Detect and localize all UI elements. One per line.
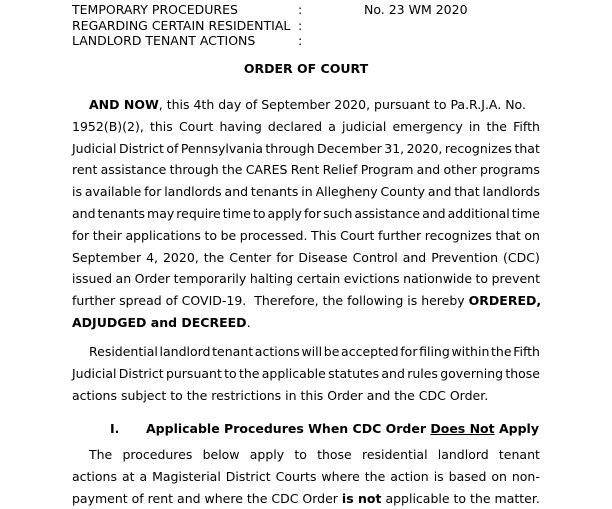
word: require xyxy=(176,205,221,221)
is-not-emphasis: is not xyxy=(341,490,382,506)
word: pursuant xyxy=(165,365,222,381)
paragraph-line xyxy=(72,312,540,334)
word: and xyxy=(422,205,446,221)
paragraph-text: , this 4th day of September 2020, pursuant to Pa.R.J.A. No. xyxy=(158,97,526,112)
word: District xyxy=(118,140,164,156)
word: The xyxy=(89,447,113,462)
word: residential xyxy=(361,447,428,462)
word: Allegheny xyxy=(315,184,378,200)
word: applications xyxy=(125,227,201,243)
word: for xyxy=(303,205,322,221)
word: the xyxy=(491,344,512,359)
word: and xyxy=(224,184,249,200)
paragraph-text: . xyxy=(246,314,251,330)
paragraph-line xyxy=(72,247,540,269)
word: programs xyxy=(479,162,540,178)
word: having xyxy=(219,118,262,134)
word: This xyxy=(311,227,337,243)
word: judicial xyxy=(342,118,387,134)
word: December xyxy=(316,140,382,156)
word: action xyxy=(390,468,429,484)
caption-colon: : xyxy=(298,17,303,33)
word: statutes xyxy=(328,365,380,381)
word: declared xyxy=(267,118,323,134)
paragraph-line xyxy=(72,181,540,203)
word: rent xyxy=(72,162,98,178)
word: additional xyxy=(447,205,510,221)
word: further xyxy=(378,227,422,243)
word: for xyxy=(400,344,418,359)
word: the xyxy=(364,468,386,484)
word: Court xyxy=(178,118,214,134)
word: halting xyxy=(249,271,294,287)
paragraph-text: further spread of COVID-19. Therefore, the following is hereby xyxy=(72,293,469,309)
paragraph-text: actions subject to the restrictions in this Order and the CDC Order. xyxy=(72,387,489,403)
docket-number: No. 23 WM 2020 xyxy=(364,2,468,17)
word: tenant xyxy=(212,344,254,359)
paragraph-line xyxy=(72,116,540,138)
word: tenant xyxy=(498,447,540,462)
word: through xyxy=(265,140,315,156)
word: apply xyxy=(267,205,302,221)
word: governing xyxy=(440,365,504,381)
word: filing xyxy=(419,344,450,359)
word: to xyxy=(252,205,266,221)
word: rules xyxy=(407,365,438,381)
and-now-lead: AND NOW xyxy=(89,97,159,112)
word: Prevention xyxy=(431,249,499,265)
document-title: ORDER OF COURT xyxy=(243,61,369,76)
word: is xyxy=(433,468,444,484)
word: to xyxy=(204,227,218,243)
word: issued xyxy=(72,271,113,287)
word: and xyxy=(381,365,405,381)
word: based xyxy=(448,468,487,484)
word: such xyxy=(323,205,353,221)
word: a xyxy=(139,468,148,484)
word: Pennsylvania xyxy=(180,140,263,156)
word: landlord xyxy=(159,344,211,359)
paragraph-line xyxy=(72,268,540,290)
ordered-emphasis: ORDERED, xyxy=(468,293,542,309)
word: nationwide xyxy=(403,271,473,287)
word: District xyxy=(118,365,164,381)
paragraph-line xyxy=(72,444,540,466)
word: for xyxy=(276,249,294,265)
word: the xyxy=(221,162,243,178)
word: landlords xyxy=(164,184,222,200)
word: County xyxy=(380,184,426,200)
word: 2020, xyxy=(406,140,443,156)
word: actions xyxy=(254,344,300,359)
word: non- xyxy=(511,468,540,484)
word: September xyxy=(72,249,142,265)
word: prevent xyxy=(491,271,540,287)
word: Courts xyxy=(275,468,317,484)
paragraph-line xyxy=(72,466,540,488)
word: evictions xyxy=(343,271,400,287)
word: and xyxy=(416,162,441,178)
caption-colon: : xyxy=(298,33,303,48)
adjudged-decreed-emphasis: ADJUDGED and DECREED xyxy=(72,314,247,330)
word: Court xyxy=(340,227,375,243)
word: and xyxy=(402,249,427,265)
word: tenants xyxy=(250,184,299,200)
paragraph-line xyxy=(72,488,540,509)
word: Judicial xyxy=(72,365,117,381)
word: temporarily xyxy=(173,271,247,287)
word: procedures xyxy=(122,447,193,462)
word: for xyxy=(72,227,90,243)
word: the xyxy=(486,118,507,134)
word: a xyxy=(328,118,336,134)
word: actions xyxy=(72,468,117,484)
word: that xyxy=(454,184,480,200)
paragraph-line xyxy=(72,159,540,181)
word: certain xyxy=(296,271,341,287)
word: Magisterial xyxy=(152,468,221,484)
word: and xyxy=(427,184,452,200)
word: Control xyxy=(352,249,398,265)
does-not-emphasis: Does Not xyxy=(430,421,495,436)
paragraph-line xyxy=(72,94,540,116)
caption-left: LANDLORD TENANT ACTIONS xyxy=(72,33,256,48)
word: other xyxy=(443,162,477,178)
paragraph-text: payment of rent and where the CDC Order xyxy=(72,490,342,506)
word: emergency xyxy=(392,118,463,134)
word: time xyxy=(511,205,540,221)
section-title: Applicable Procedures When CDC Order Does Not Apply xyxy=(146,421,539,436)
caption-left: TEMPORARY PROCEDURES xyxy=(72,2,238,17)
word: applicable xyxy=(261,365,326,381)
word: Judicial xyxy=(72,140,117,156)
word: be xyxy=(323,344,340,359)
word: landlords xyxy=(482,184,540,200)
word: recognizes xyxy=(424,227,492,243)
word: at xyxy=(121,468,135,484)
word: those xyxy=(317,447,352,462)
word: assistance xyxy=(354,205,421,221)
word: recognizes xyxy=(444,140,513,156)
word: accepted xyxy=(341,344,399,359)
paragraph-line xyxy=(72,138,540,160)
word: landlord xyxy=(437,447,489,462)
paragraph-line xyxy=(72,385,540,407)
word: the xyxy=(238,365,260,381)
word: on xyxy=(491,468,507,484)
word: for xyxy=(144,184,162,200)
caption-colon: : xyxy=(298,2,303,17)
paragraph-line xyxy=(72,225,540,247)
paragraph-procedures xyxy=(72,444,540,509)
word: the xyxy=(203,249,225,265)
word: Program xyxy=(360,162,414,178)
word: through xyxy=(169,162,219,178)
word: an xyxy=(115,271,132,287)
word: District xyxy=(225,468,271,484)
paragraph-line xyxy=(72,341,540,363)
word: apply xyxy=(249,447,285,462)
word: processed. xyxy=(239,227,308,243)
word: may xyxy=(147,205,175,221)
word: 1952(B)(2), xyxy=(72,118,144,134)
word: tenants xyxy=(97,205,146,221)
word: on xyxy=(524,227,540,243)
word: is xyxy=(72,184,82,200)
paragraph-line xyxy=(72,363,540,385)
word: available xyxy=(84,184,142,200)
paragraph-and-now xyxy=(72,94,540,334)
word: Disease xyxy=(298,249,348,265)
word: and xyxy=(72,205,96,221)
word: to xyxy=(475,271,489,287)
word: those xyxy=(505,365,540,381)
word: time xyxy=(222,205,251,221)
paragraph-text: applicable to the matter. xyxy=(381,490,540,506)
word: Fifth xyxy=(513,118,540,134)
word: assistance xyxy=(100,162,167,178)
word: Order xyxy=(134,271,171,287)
word: to xyxy=(224,365,237,381)
word: (CDC) xyxy=(503,249,540,265)
word: of xyxy=(166,140,179,156)
word: Fifth xyxy=(513,344,540,359)
word: 4, xyxy=(146,249,158,265)
word: Rent xyxy=(290,162,320,178)
caption-left: REGARDING CERTAIN RESIDENTIAL xyxy=(72,17,291,33)
word: in xyxy=(301,184,313,200)
word: that xyxy=(495,227,521,243)
word: will xyxy=(301,344,323,359)
word: that xyxy=(514,140,540,156)
word: in xyxy=(468,118,481,134)
word: below xyxy=(202,447,240,462)
word: within xyxy=(451,344,490,359)
paragraph-line xyxy=(72,203,540,225)
word: this xyxy=(149,118,173,134)
word: Center xyxy=(229,249,272,265)
word: Relief xyxy=(322,162,358,178)
word: CARES xyxy=(245,162,288,178)
paragraph-filing xyxy=(72,341,540,406)
word: to xyxy=(294,447,307,462)
word: where xyxy=(321,468,360,484)
word: their xyxy=(92,227,122,243)
word: be xyxy=(220,227,237,243)
word: Residential xyxy=(89,344,158,359)
word: 2020, xyxy=(162,249,199,265)
paragraph-line xyxy=(72,290,540,312)
section-number: I. xyxy=(110,421,120,436)
word: 31, xyxy=(384,140,405,156)
